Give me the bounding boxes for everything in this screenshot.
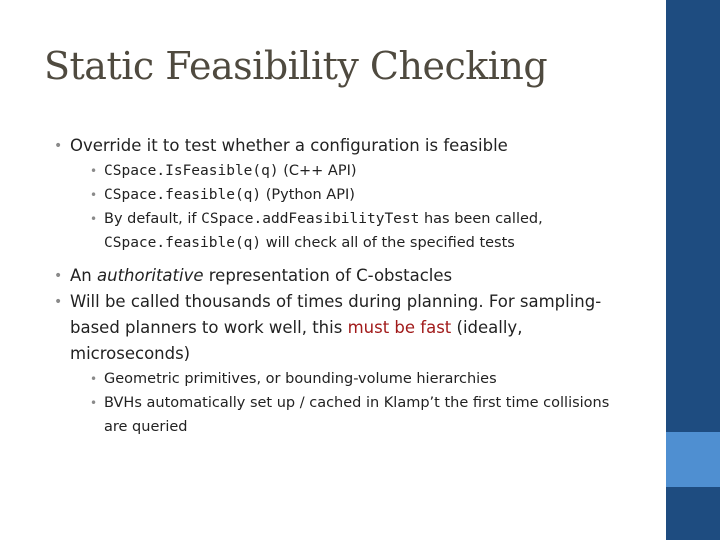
- bullet-text: representation of C-obstacles: [203, 266, 453, 285]
- bullet-text: (ideally, microseconds): [70, 318, 523, 363]
- sub-bullet-python-api: [90, 183, 614, 207]
- bullet-text: Will be called thousands of times during planning. For sampling-based planners to work well, this: [70, 292, 602, 337]
- bullet-text: An: [70, 266, 97, 285]
- sidebar-decoration: [666, 0, 720, 540]
- emphasis-text: authoritative: [97, 266, 204, 285]
- code-feasible: CSpace.feasible(q): [104, 235, 262, 251]
- bullet-override: [54, 133, 614, 159]
- code-feasible: CSpace.feasible(q): [104, 187, 262, 203]
- sub-bullet-text: will check all of the specified tests: [261, 235, 515, 251]
- bullet-authoritative: [54, 263, 614, 289]
- sub-bullet-bvh: [90, 391, 614, 439]
- sub-bullet-text: BVHs automatically set up / cached in Klamp’t the first time collisions are queried: [104, 395, 610, 435]
- bullet-list: [54, 133, 614, 439]
- highlight-text: must be fast: [347, 318, 452, 337]
- sub-bullet-text: has been called,: [419, 211, 543, 227]
- sub-bullet-geometric: [90, 367, 614, 391]
- sub-bullet-text: (C++ API): [278, 163, 357, 179]
- code-isfeasible: CSpace.IsFeasible(q): [104, 163, 279, 179]
- sub-bullet-text: By default, if: [104, 211, 202, 227]
- sub-bullet-cpp-api: [90, 159, 614, 183]
- sidebar-top-block: [666, 0, 720, 110]
- sidebar-accent-block: [666, 432, 720, 487]
- slide-title: Static Feasibility Checking: [44, 44, 548, 88]
- sidebar-bottom-block: [666, 487, 720, 540]
- sub-bullet-text: (Python API): [261, 187, 355, 203]
- sub-bullet-default: [90, 207, 614, 255]
- bullet-performance: [54, 289, 614, 367]
- sub-bullet-text: Geometric primitives, or bounding-volume hierarchies: [104, 371, 497, 387]
- bullet-text: Override it to test whether a configuration is feasible: [70, 136, 508, 155]
- code-addfeasibilitytest: CSpace.addFeasibilityTest: [201, 211, 420, 227]
